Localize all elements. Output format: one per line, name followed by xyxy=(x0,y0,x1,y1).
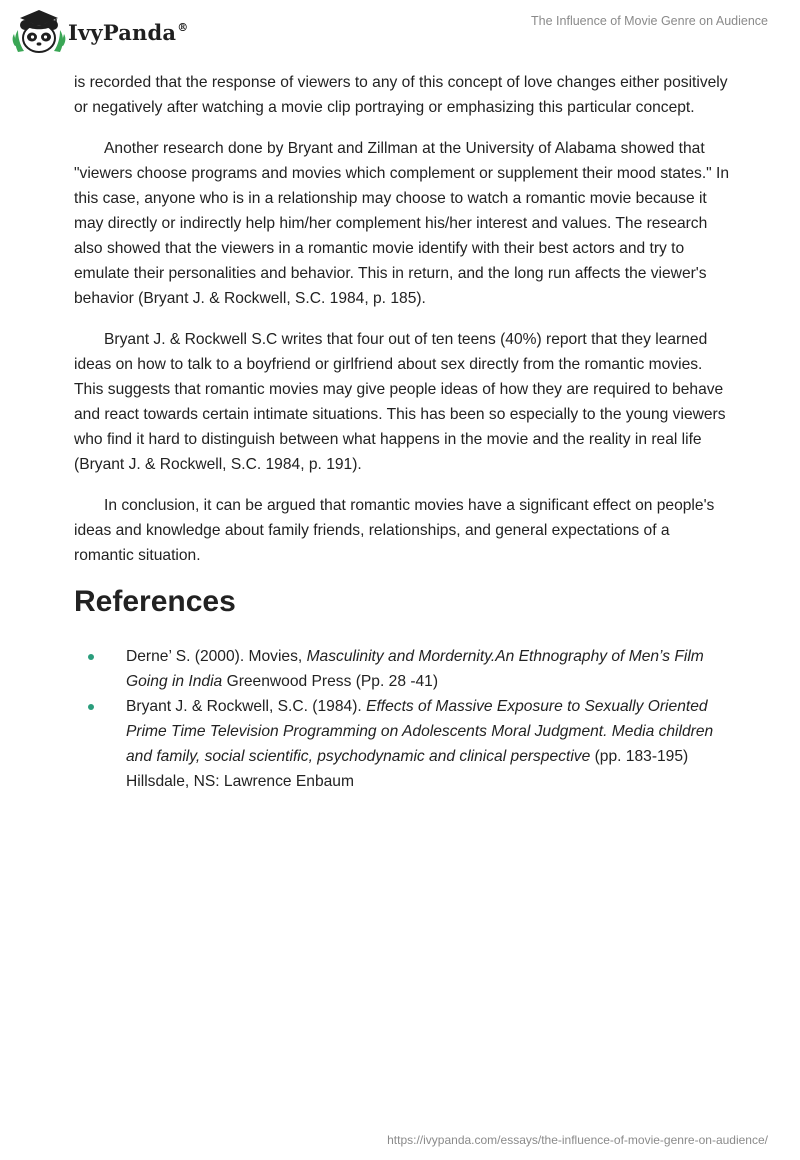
paragraph: In conclusion, it can be argued that romantic movies have a significant effect on people's ideas and knowledge about family friends, relationships, and general expectations of a romantic situation. xyxy=(74,497,715,564)
reference-title: Effects of Massive Exposure to Sexually Oriented Prime Time Television Programming on Adolescents Moral Judgment. Media children and family, social scientific, psychodynamic and clinical perspective xyxy=(126,698,714,765)
bullet-dot-icon xyxy=(88,654,94,660)
bullet-dot-icon xyxy=(88,704,94,710)
reference-publisher: Greenwood Press (Pp. 28 -41) xyxy=(222,673,439,690)
paragraph: Another research done by Bryant and Zillman at the University of Alabama showed that "viewers choose programs and movies which complement or supplement their mood states." In this case, anyone who is in a relationship may choose to watch a romantic movie because it may directly or indirectly help him/her complement his/her interest and values. The research also showed that the viewers in a romantic movie identify with their best actors and try to emulate their personalities and behavior. This in return, and the long run affects the viewer's behavior (Bryant J. & Rockwell, S.C. 1984, p. 185). xyxy=(74,140,730,307)
panda-graduation-cap-icon xyxy=(12,8,66,56)
essay-content xyxy=(74,70,730,794)
references-heading: References xyxy=(74,585,236,618)
brand-name: IvyPanda® xyxy=(68,19,189,45)
paragraph: Bryant J. & Rockwell S.C writes that four out of ten teens (40%) report that they learned ideas on how to talk to a boyfriend or girlfriend about sex directly from the romantic movies. This suggests that romantic movies may give people ideas of how they are required to behave and react towards certain intimate situations. This has been so especially to the young viewers who find it hard to distinguish between what happens in the movie and the reality in real life (Bryant J. & Rockwell, S.C. 1984, p. 191). xyxy=(74,331,726,473)
source-url-link[interactable]: https://ivypanda.com/essays/the-influence-of-movie-genre-on-audience/ xyxy=(387,1133,768,1147)
reference-text: Bryant J. & Rockwell, S.C. (1984). xyxy=(126,698,367,715)
paragraph: is recorded that the response of viewers to any of this concept of love changes either positively or negatively after watching a movie clip portraying or emphasizing this particular concept. xyxy=(74,74,728,116)
references-list xyxy=(74,644,730,794)
reference-text: Derne’ S. (2000). Movies, xyxy=(126,648,307,665)
reference-item xyxy=(74,694,730,794)
ivypanda-logo[interactable] xyxy=(12,8,188,56)
reference-title: Masculinity and Mordernity.An Ethnography of Men’s Film Going in India xyxy=(126,648,704,690)
reference-publisher: (pp. 183-195) Hillsdale, NS: Lawrence Enbaum xyxy=(126,748,689,790)
document-title: The Influence of Movie Genre on Audience xyxy=(531,14,768,28)
reference-item xyxy=(74,644,730,694)
